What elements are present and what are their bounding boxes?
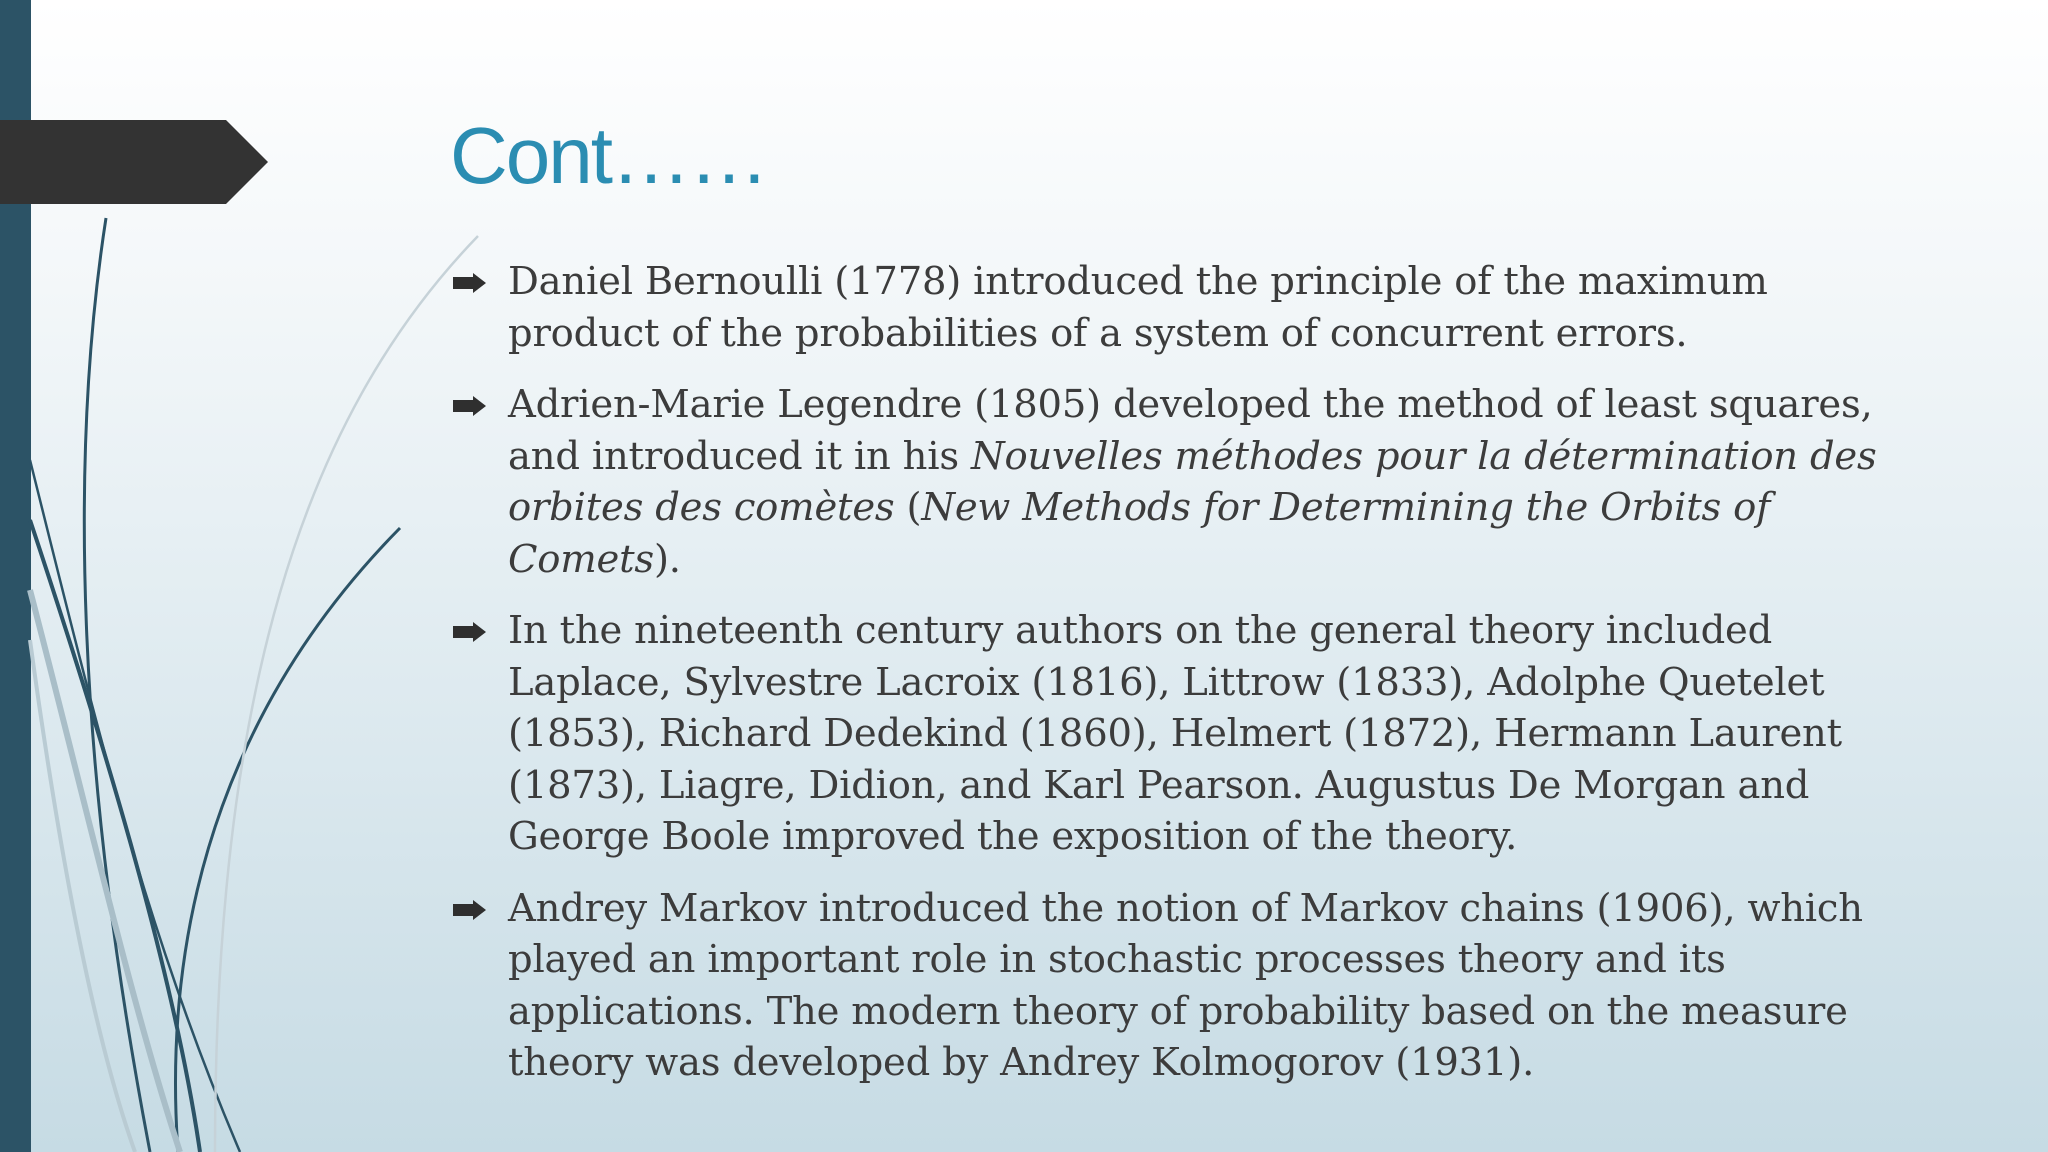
book-title-french: Nouvelles méthodes pour la détermination des orbites des comètes <box>508 433 1877 530</box>
bullet-text: In the nineteenth century authors on the general theory included Laplace, Sylvestre Lacroix (1816), Littrow (1833), Adolphe Quetelet (1853), Richard Dedekind (1860), Helmert (1872), Hermann Laurent (1873), Liagre, Didion, and Karl Pearson. Augustus De Morgan and George Boole improved the exposition of the theory. <box>508 608 1842 859</box>
bullet-item-nineteenth-century <box>450 605 1925 863</box>
slide-title: Cont…… <box>450 111 767 200</box>
bullet-text-end: ). <box>653 536 681 582</box>
arrow-bullet-icon <box>453 396 487 416</box>
arrow-bullet-icon <box>453 622 487 642</box>
bullet-text: Daniel Bernoulli (1778) introduced the principle of the maximum product of the probabilities of a system of concurrent errors. <box>508 259 1768 356</box>
bullet-item-bernoulli <box>450 256 1925 359</box>
bullet-item-legendre <box>450 379 1925 585</box>
bullet-text: Adrien-Marie Legendre (1805) developed the method of least squares, and introduced it in his <box>508 382 1873 479</box>
arrow-bullet-icon <box>453 273 487 293</box>
bullet-text: Andrey Markov introduced the notion of Markov chains (1906), which played an important role in stochastic processes theory and its applications. The modern theory of probability based on the measure theory was developed by Andrey Kolmogorov (1931). <box>508 885 1863 1085</box>
title-tab-shape <box>0 0 270 1152</box>
book-title-english: New Methods for Determining the Orbits of Comets <box>508 485 1771 582</box>
arrow-bullet-icon <box>453 900 487 920</box>
bullet-text-middle: ( <box>894 485 922 530</box>
bullet-list <box>450 256 1925 1109</box>
bullet-item-markov <box>450 883 1925 1089</box>
